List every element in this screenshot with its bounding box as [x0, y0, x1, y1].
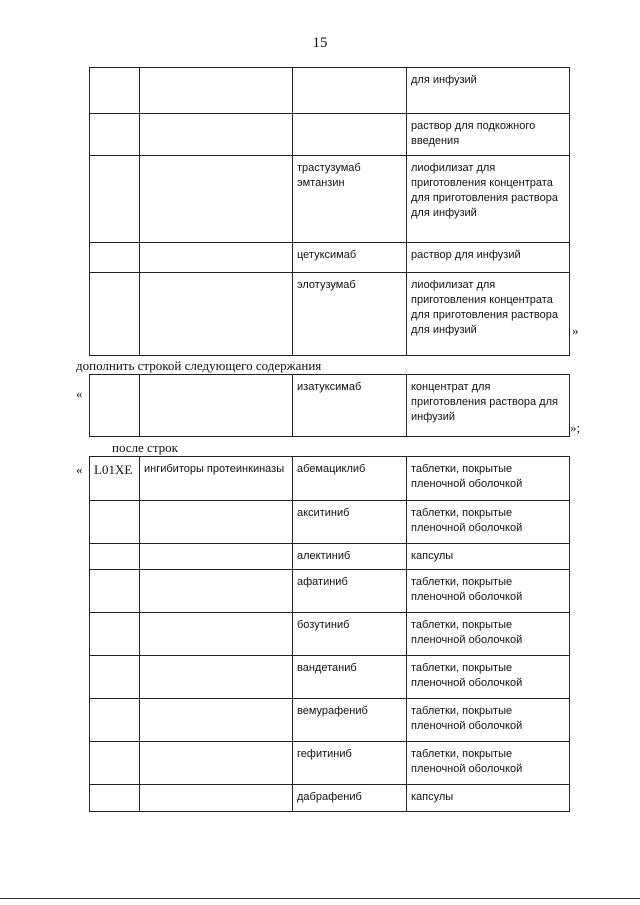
dosage-form-cell: таблетки, покрытые пленочной оболочкой — [407, 699, 570, 742]
page-number: 15 — [312, 35, 328, 51]
drug-name-cell: акситиниб — [293, 501, 407, 544]
opening-quote: « — [76, 462, 83, 477]
table-row — [90, 457, 570, 501]
dosage-form-cell: лиофилизат для приготовления концентрата для приготовления раствора для инфузий — [407, 273, 570, 356]
table-row — [90, 613, 570, 656]
code-cell — [90, 243, 140, 273]
dosage-form-cell: таблетки, покрытые пленочной оболочкой — [407, 570, 570, 613]
drug-name-cell — [293, 114, 407, 156]
table-row — [90, 785, 570, 812]
page-bottom-rule — [0, 898, 640, 899]
table-row — [90, 544, 570, 570]
table-row — [90, 742, 570, 785]
code-cell — [90, 273, 140, 356]
opening-quote: « — [76, 386, 83, 401]
code-cell — [90, 114, 140, 156]
code-cell — [90, 68, 140, 114]
code-cell: L01XE — [90, 457, 140, 501]
dosage-form-cell: раствор для инфузий — [407, 243, 570, 273]
drug-name-cell: элотузумаб — [293, 273, 407, 356]
group-cell — [140, 68, 293, 114]
instruction-text: дополнить строкой следующего содержания — [76, 358, 322, 373]
drug-name-cell: трастузумаб эмтанзин — [293, 156, 407, 243]
dosage-form-cell: таблетки, покрытые пленочной оболочкой — [407, 457, 570, 501]
code-cell — [90, 375, 140, 437]
group-cell — [140, 243, 293, 273]
dosage-form-cell: таблетки, покрытые пленочной оболочкой — [407, 501, 570, 544]
group-cell — [140, 273, 293, 356]
drug-name-cell — [293, 68, 407, 114]
code-cell — [90, 613, 140, 656]
group-cell — [140, 785, 293, 812]
code-cell — [90, 656, 140, 699]
group-cell — [140, 613, 293, 656]
table-row — [90, 699, 570, 742]
dosage-form-cell: таблетки, покрытые пленочной оболочкой — [407, 656, 570, 699]
drug-name-cell: гефитиниб — [293, 742, 407, 785]
group-cell — [140, 501, 293, 544]
table-row — [90, 243, 570, 273]
drug-name-cell: цетуксимаб — [293, 243, 407, 273]
dosage-form-cell: таблетки, покрытые пленочной оболочкой — [407, 613, 570, 656]
code-cell — [90, 785, 140, 812]
drug-name-cell: бозутиниб — [293, 613, 407, 656]
group-cell — [140, 656, 293, 699]
after-rows-text: после строк — [112, 440, 178, 455]
drug-table-continued — [89, 67, 570, 356]
drug-name-cell: изатуксимаб — [293, 375, 407, 437]
dosage-form-cell: капсулы — [407, 785, 570, 812]
drug-name-cell: афатиниб — [293, 570, 407, 613]
drug-name-cell: вемурафениб — [293, 699, 407, 742]
drug-name-cell: абемациклиб — [293, 457, 407, 501]
table-row — [90, 156, 570, 243]
code-cell — [90, 501, 140, 544]
dosage-form-cell: таблетки, покрытые пленочной оболочкой — [407, 742, 570, 785]
table-row — [90, 501, 570, 544]
group-cell — [140, 742, 293, 785]
group-cell — [140, 375, 293, 437]
dosage-form-cell: для инфузий — [407, 68, 570, 114]
code-cell — [90, 570, 140, 613]
group-cell — [140, 114, 293, 156]
code-cell — [90, 742, 140, 785]
dosage-form-cell: лиофилизат для приготовления концентрата для приготовления раствора для инфузий — [407, 156, 570, 243]
drug-name-cell: дабрафениб — [293, 785, 407, 812]
drug-table-after — [89, 456, 570, 812]
table-row — [90, 570, 570, 613]
group-cell — [140, 570, 293, 613]
table-row — [90, 375, 570, 437]
table-row — [90, 273, 570, 356]
code-cell — [90, 156, 140, 243]
table-row — [90, 68, 570, 114]
drug-name-cell: вандетаниб — [293, 656, 407, 699]
drug-table-inserted — [89, 374, 570, 437]
closing-quote: » — [572, 323, 579, 338]
dosage-form-cell: раствор для подкожного введения — [407, 114, 570, 156]
group-cell — [140, 544, 293, 570]
table-row — [90, 656, 570, 699]
dosage-form-cell: капсулы — [407, 544, 570, 570]
code-cell — [90, 699, 140, 742]
table-row — [90, 114, 570, 156]
dosage-form-cell: концентрат для приготовления раствора для инфузий — [407, 375, 570, 437]
group-cell: ингибиторы протеинкиназы — [140, 457, 293, 501]
drug-name-cell: алектиниб — [293, 544, 407, 570]
group-cell — [140, 699, 293, 742]
group-cell — [140, 156, 293, 243]
code-cell — [90, 544, 140, 570]
closing-quote: »; — [570, 420, 581, 435]
